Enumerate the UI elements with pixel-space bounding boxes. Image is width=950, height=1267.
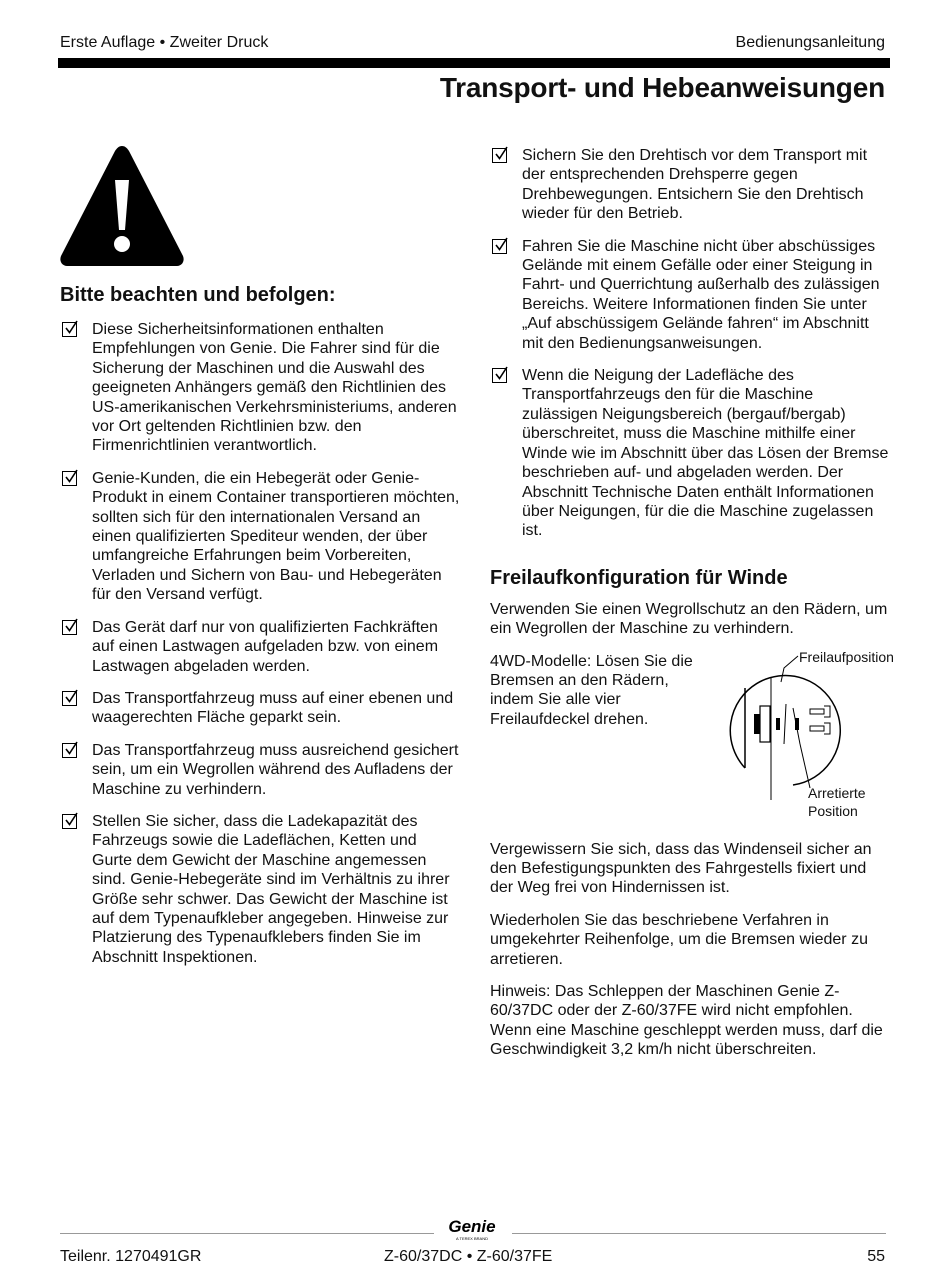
svg-text:A TEREX BRAND: A TEREX BRAND (456, 1236, 488, 1241)
checked-box-icon (62, 691, 77, 706)
checklist-item-text: Stellen Sie sicher, dass die Ladekapazität des Fahrzeugs sowie die Ladeflächen, Ketten und Gurte dem Gewicht der Maschine angemessen sind. Genie-Hebegeräte sind im Verhältnis zu ihrer Größe sehr schwer. Das Gewicht der Maschine ist auf dem Typenaufkleber angegeben. Hinweise zur Platzierung des Typenaufklebers finden Sie im Abschnitt Inspektionen. (92, 812, 450, 966)
checklist-item-text: Diese Sicherheitsinformationen enthalten Empfehlungen von Genie. Die Fahrer sind für die Sicherung der Maschinen und die Auswahl des geeigneten Anhängers gemäß den Richtlinien des US-amerikanischen Verkehrsministeriums, anderen vor Ort geltenden Richtlinien bzw. den Firmenrichtlinien verantwortlich. (92, 321, 457, 455)
header-edition: Erste Auflage • Zweiter Druck (60, 34, 269, 51)
svg-text:Genie: Genie (448, 1217, 496, 1236)
checked-box-icon (492, 239, 507, 254)
checklist-item-text: Das Transportfahrzeug muss auf einer ebenen und waagerechten Fläche geparkt sein. (92, 689, 454, 727)
checked-box-icon (62, 471, 77, 486)
body-paragraph: Vergewissern Sie sich, dass das Windenseil sicher an den Befestigungspunkten des Fahrgestells fixiert und der Weg frei von Hindernissen ist. (490, 840, 872, 897)
left-section-heading: Bitte beachten und befolgen: (60, 284, 336, 306)
checklist-item (60, 618, 460, 676)
warning-triangle-icon (58, 144, 186, 268)
footer-rule-left (60, 1233, 434, 1234)
checked-box-icon (62, 620, 77, 635)
body-paragraph: Wiederholen Sie das beschriebene Verfahren in umgekehrter Reihenfolge, um die Bremsen wieder zu arretieren. (490, 911, 868, 968)
checklist-item (60, 469, 460, 605)
header-doc-type: Bedienungsanleitung (735, 34, 885, 51)
checklist-item (60, 812, 460, 967)
checklist-item (490, 146, 890, 224)
checklist-item (60, 741, 460, 799)
section-heading-winch: Freilaufkonfiguration für Winde (490, 566, 788, 589)
freewheel-figure-block (490, 648, 894, 828)
freewheel-hub-diagram (718, 648, 894, 828)
footer-models: Z-60/37DC • Z-60/37FE (384, 1248, 553, 1265)
footer-part-number: Teilenr. 1270491GR (60, 1248, 202, 1265)
checklist-item-text: Das Gerät darf nur von qualifizierten Fachkräften auf einen Lastwagen aufgeladen bzw. von einem Lastwagen abgeladen werden. (92, 618, 439, 675)
checked-box-icon (492, 148, 507, 163)
checklist-item-text: Sichern Sie den Drehtisch vor dem Transport mit der entsprechenden Drehsperre gegen Drehbewegungen. Entsichern Sie den Drehtisch wieder für den Betrieb. (522, 147, 868, 223)
footer-rule-right (512, 1233, 886, 1234)
winch-intro-paragraph: Verwenden Sie einen Wegrollschutz an den Rädern, um ein Wegrollen der Maschine zu verhindern. (490, 600, 888, 638)
label-locked-position-1: Arretierte (808, 784, 866, 801)
checked-box-icon (492, 368, 507, 383)
checked-box-icon (62, 322, 77, 337)
checklist-item (60, 689, 460, 728)
page-title: Transport- und Hebeanweisungen (439, 72, 885, 103)
label-locked-position-2: Position (808, 802, 858, 819)
page-number: 55 (867, 1248, 885, 1265)
checked-box-icon (62, 814, 77, 829)
checklist-item-text: Fahren Sie die Maschine nicht über abschüssiges Gelände mit einem Gefälle oder einer Steigung in Fahrt- und Querrichtung außerhalb des zulässigen Bereichs. Weitere Informationen finden Sie unter „Auf abschüssigem Gelände fahren“ im Abschnitt mit den Bedienungsanweisungen. (522, 237, 880, 352)
left-checklist (60, 320, 460, 980)
right-column (490, 146, 894, 1073)
label-freewheel-position: Freilaufposition (799, 648, 894, 665)
checklist-item (60, 320, 460, 456)
checklist-item-text: Wenn die Neigung der Ladefläche des Transportfahrzeugs den für die Maschine zulässigen Neigungsbereich (bergauf/bergab) überschreitet, muss die Maschine mithilfe einer Winde wie im Abschnitt über das Lösen der Bremse beschrieben auf- und abgeladen werden. Der Abschnitt Technische Daten enthält Informationen über Neigungen, für die die Maschine zugelassen ist. (522, 367, 889, 540)
header-divider-bar (58, 58, 890, 68)
genie-logo (440, 1216, 504, 1242)
checklist-item-text: Das Transportfahrzeug muss ausreichend gesichert sein, um ein Wegrollen während des Aufladens der Maschine zu verhindern. (92, 741, 459, 798)
checklist-item (490, 237, 890, 353)
checked-box-icon (62, 743, 77, 758)
checklist-item-text: Genie-Kunden, die ein Hebegerät oder Genie-Produkt in einem Container transportieren möchten, sollten sich für den internationalen Versand an einen qualifizierten Spediteur wenden, der über umfangreiche Erfahrungen beim Vorbereiten, Verladen und Sichern von Bau- und Hebegeräten für den Versand verfügt. (92, 469, 460, 604)
figure-instruction-text: 4WD-Modelle: Lösen Sie die Bremsen an den Rädern, indem Sie alle vier Freilaufdeckel drehen. (490, 652, 693, 728)
note-paragraph: Hinweis: Das Schleppen der Maschinen Genie Z-60/37DC oder der Z-60/37FE wird nicht empfohlen. Wenn eine Maschine geschleppt werden muss, darf die Geschwindigkeit 3,2 km/h nicht überschreiten. (490, 982, 883, 1059)
checklist-item (490, 366, 890, 541)
